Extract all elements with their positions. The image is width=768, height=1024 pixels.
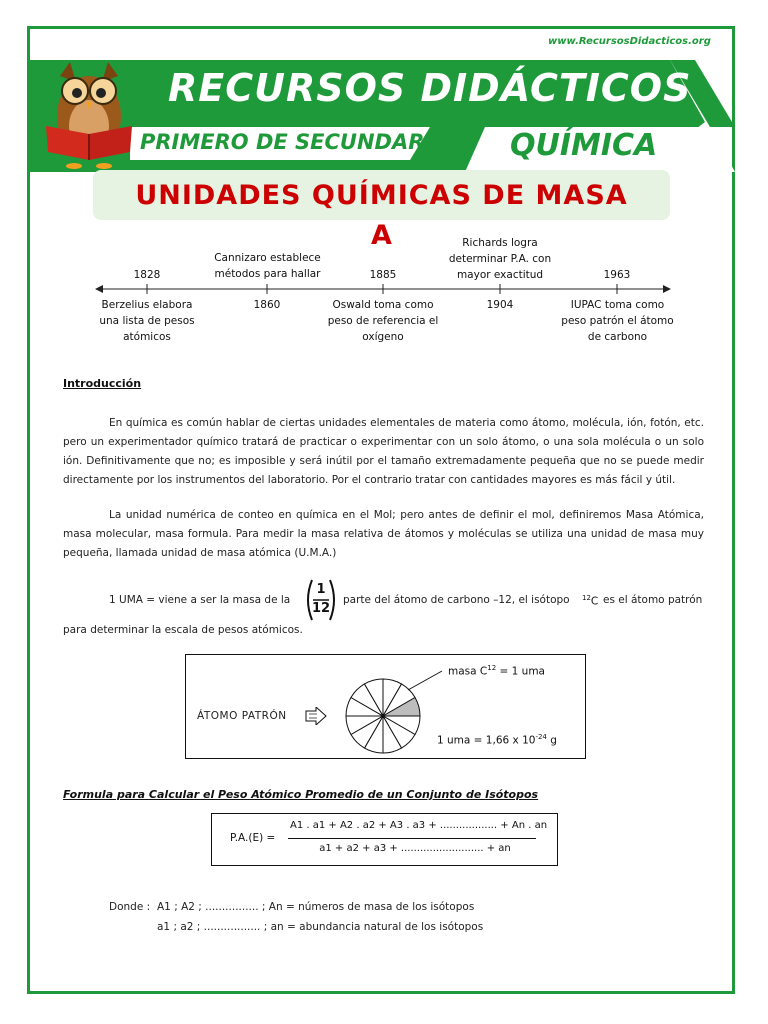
timeline-event-1904: Richards logra determinar P.A. con mayor exactitud bbox=[448, 237, 552, 281]
timeline-event-1963: IUPAC toma como peso patrón el átomo de carbono bbox=[561, 299, 674, 343]
atom-patron-label: ÁTOMO PATRÓN bbox=[197, 710, 287, 722]
brand-title: RECURSOS DIDÁCTICOS bbox=[168, 66, 692, 110]
page-title: UNIDADES QUÍMICAS DE MASA bbox=[135, 180, 628, 211]
isotope-mass-number: 12 bbox=[582, 594, 591, 602]
intro-paragraph-1: En química es común hablar de ciertas unidades elementales de materia como átomo, molécula, ión, fotón, etc. pero un experimentador químico tratará de practicar o experimentar con un solo átomo, o una sola molécula o un solo ión. Definitivamente que no; es imposible y será inútil por el tamaño extremadamente pequeña que no se puede medir directamente por los instrumentos del laboratorio. Por el contrario tratar con cantidades mayores es más fácil y útil. bbox=[63, 417, 704, 486]
timeline-event-1885: Oswald toma como peso de referencia el oxígeno bbox=[327, 299, 439, 343]
mass-label-sup: 12 bbox=[487, 664, 497, 672]
mass-label bbox=[448, 659, 545, 682]
isotope-symbol bbox=[582, 589, 598, 612]
uma-definition-end: es el átomo patrón bbox=[603, 594, 703, 606]
formula-lhs: P.A.(E) = bbox=[230, 832, 276, 844]
intro-paragraph-2: La unidad numérica de conteo en química en el Mol; pero antes de definir el mol, definiremos Masa Atómica, masa molecular, masa formula. Para medir la masa relativa de átomos y moléculas se utiliza una unidad de masa muy pequeña, llamada unidad de masa atómica (U.M.A.) bbox=[63, 509, 704, 559]
timeline-year-1963: 1963 bbox=[603, 269, 631, 281]
where-line-2: a1 ; a2 ; ................. ; an = abundancia natural de los isótopos bbox=[157, 921, 484, 933]
formula-numerator: A1 . a1 + A2 . a2 + A3 . a3 + .................. + An . an bbox=[290, 820, 548, 831]
timeline-year-1860: 1860 bbox=[253, 299, 281, 311]
formula-heading: Formula para Calcular el Peso Atómico Promedio de un Conjunto de Isótopos bbox=[63, 788, 539, 801]
mass-label-pre: masa C bbox=[448, 665, 488, 678]
uma-definition-start: 1 UMA = viene a ser la masa de la bbox=[109, 594, 291, 606]
where-label: Donde : bbox=[109, 901, 151, 913]
uma-definition-line2: para determinar la escala de pesos atómicos. bbox=[63, 624, 303, 636]
mass-pointer-line bbox=[406, 668, 446, 693]
site-url[interactable]: www.RecursosDidacticos.org bbox=[548, 36, 711, 47]
mass-label-post: = 1 uma bbox=[499, 665, 545, 678]
isotope-element: C bbox=[590, 595, 599, 608]
fraction-numerator: 1 bbox=[316, 582, 326, 597]
subject-label: QUÍMICA bbox=[510, 128, 658, 163]
uma-value bbox=[437, 728, 557, 751]
where-line-1: A1 ; A2 ; ................ ; An = números de masa de los isótopos bbox=[157, 901, 475, 913]
uma-value-post: g bbox=[550, 734, 557, 747]
fraction-1-12 bbox=[305, 578, 337, 622]
fraction-denominator: 12 bbox=[311, 601, 331, 616]
owl-mascot-icon bbox=[42, 56, 137, 171]
uma-definition-mid: parte del átomo de carbono –12, el isótopo bbox=[343, 594, 570, 606]
formula-denominator: a1 + a2 + a3 + .......................... + an bbox=[319, 843, 511, 854]
uma-value-sup: -24 bbox=[535, 733, 547, 741]
level-label: PRIMERO DE SECUNDARIA bbox=[140, 130, 449, 154]
arrow-right-icon bbox=[305, 707, 327, 725]
timeline-event-1860: Cannizaro establece métodos para hallar bbox=[214, 252, 321, 280]
timeline-year-1904: 1904 bbox=[486, 299, 514, 311]
uma-value-pre: 1 uma = 1,66 x 10 bbox=[437, 734, 536, 747]
formula-fraction-bar bbox=[288, 838, 536, 839]
intro-heading: Introducción bbox=[63, 377, 142, 390]
timeline-event-1828: Berzelius elabora una lista de pesos atómicos bbox=[99, 299, 195, 343]
page-title-wrap: A bbox=[371, 220, 392, 251]
timeline-year-1828: 1828 bbox=[133, 269, 161, 281]
timeline-year-1885: 1885 bbox=[369, 269, 397, 281]
